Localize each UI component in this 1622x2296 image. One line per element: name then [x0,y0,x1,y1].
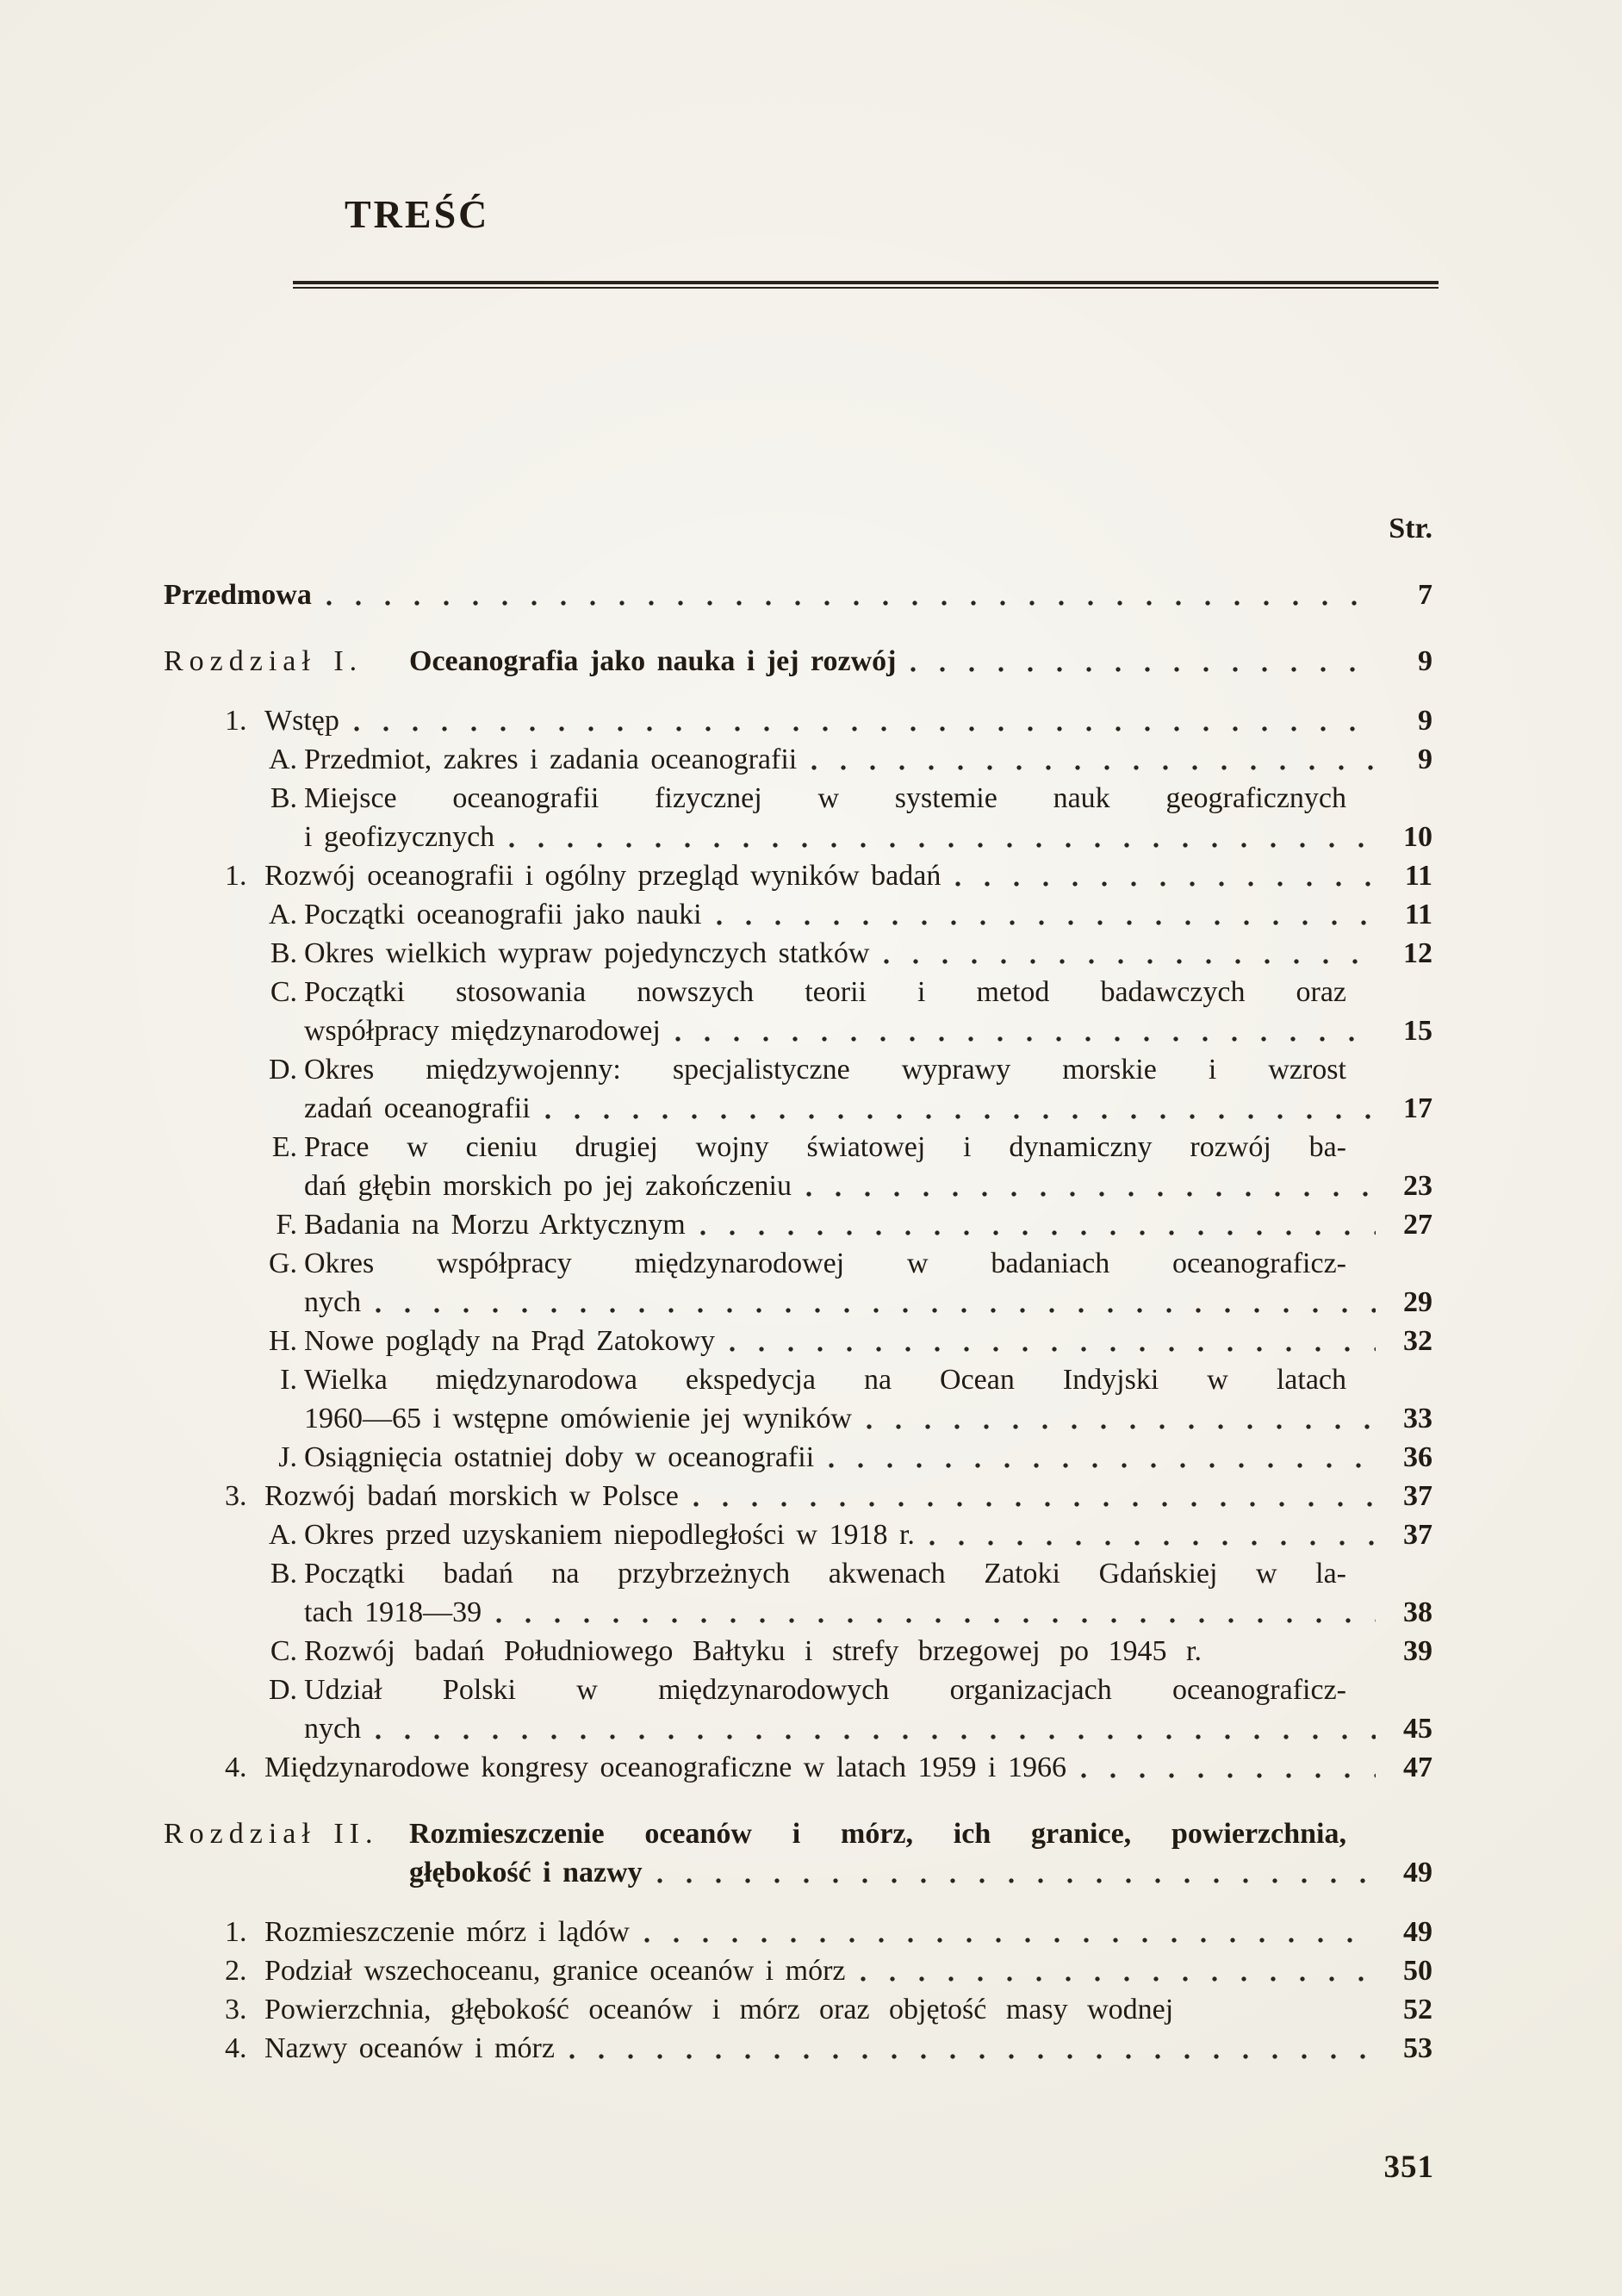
toc-entry [164,576,1432,614]
toc-entry-page: 49 [1403,1916,1432,1948]
dot-leader [506,818,1376,856]
toc-entry [264,1360,1432,1438]
toc-entry [225,1913,1432,1951]
toc-entry-prefix: B. [270,937,297,969]
toc-entry-text: nych [304,1286,362,1318]
toc-entry-page: 9 [1418,645,1432,677]
toc-entry-page: 39 [1403,1635,1432,1667]
toc-entry-line [304,1593,1432,1632]
toc-entry [164,642,1432,681]
toc-entry-page: 7 [1418,579,1432,611]
toc-entry-page: 37 [1403,1519,1432,1551]
toc-entry-page: 9 [1418,705,1432,737]
toc-entry-text: 1960—65 i wstępne omówienie jej wyników [304,1403,852,1434]
toc-entry-line [304,1632,1432,1671]
toc-entry-text: Okres współpracy międzynarodowej w badaniach oceanograficz- [304,1248,1346,1279]
toc-entry-page: 29 [1403,1286,1432,1318]
toc-entry-text: dań głębin morskich po jej zakończeniu [304,1170,792,1202]
dot-leader [714,895,1376,934]
toc-entry-page: 53 [1403,2032,1432,2064]
toc-entry [264,779,1432,856]
toc-entry-text: Rozwój badań Południowego Bałtyku i strefy brzegowej po 1945 r. [304,1635,1202,1667]
toc-entry-line [164,576,1432,614]
toc-entry [264,895,1432,934]
toc-entry-text: Powierzchnia, głębokość oceanów i mórz oraz objętość masy wodnej [264,1994,1174,2025]
dot-leader [809,740,1376,779]
toc-entry-prefix: A. [268,899,297,930]
toc-entry [264,1632,1432,1671]
toc-entry [264,934,1432,973]
dot-leader [1185,1990,1376,2029]
toc-entry-prefix: 1. [225,860,247,892]
toc-entry-page: 37 [1403,1480,1432,1512]
toc-entry-page: 47 [1403,1752,1432,1783]
toc-entry-text: Prace w cieniu drugiej wojny światowej i dynamiczny rozwój ba- [304,1131,1346,1163]
dot-leader [567,2029,1376,2068]
toc-entry-text: Oceanografia jako nauka i jej rozwój [409,645,897,677]
toc-entry-page: 11 [1404,860,1432,892]
toc-entry-prefix: E. [271,1131,297,1163]
toc-entry-line [304,1167,1432,1205]
toc-entry-text: Badania na Morzu Arktycznym [304,1209,686,1241]
toc-entry-prefix: H. [268,1325,297,1357]
toc-entry-prefix: Rozdział I. [164,645,364,677]
toc-entry [264,1515,1432,1554]
toc-entry-line [264,1913,1432,1951]
toc-entry-text: Miejsce oceanografii fizycznej w systemie nauk geograficznych [304,782,1346,814]
toc-entry [264,1671,1432,1748]
toc-entry-text: Początki oceanografii jako nauki [304,899,702,930]
toc-entry-page: 50 [1403,1955,1432,1987]
dot-leader [927,1515,1376,1554]
toc-entry-text: Rozwój oceanografii i ogólny przegląd wyników badań [264,860,942,892]
dot-leader [351,701,1376,740]
toc-entry-line [304,1283,1432,1322]
toc-entry-prefix: 3. [225,1994,247,2025]
toc-entry-line [304,1709,1432,1748]
toc-entry-prefix: 4. [225,1752,247,1783]
toc-entry-prefix: 2. [225,1955,247,1987]
toc-entry-page: 23 [1403,1170,1432,1202]
toc-entry-page: 17 [1403,1092,1432,1124]
toc-entry [264,1438,1432,1477]
toc-entry-prefix: B. [270,1558,297,1590]
dot-leader [655,1853,1376,1892]
toc-entry-text: Początki stosowania nowszych teorii i metod badawczych oraz [304,976,1346,1008]
toc-entry-prefix: 4. [225,2032,247,2064]
toc-entry-text: Rozwój badań morskich w Polsce [264,1480,679,1512]
toc-entry-line [304,1089,1432,1128]
toc-entry-page: 27 [1403,1209,1432,1241]
toc-entry-page: 36 [1403,1441,1432,1473]
dot-leader [953,856,1376,895]
toc-entry-line [264,1990,1432,2029]
toc-entry-text: Rozmieszczenie oceanów i mórz, ich granice, powierzchnia, [409,1818,1346,1850]
toc-entry-page: 33 [1403,1403,1432,1434]
page-number: 351 [1383,2150,1434,2185]
toc-entry-page: 38 [1403,1596,1432,1628]
toc-entry-prefix: D. [268,1674,297,1706]
toc-entry-text: Nazwy oceanów i mórz [264,2032,555,2064]
toc-entry-text: nych [304,1713,362,1745]
toc-entry [264,1244,1432,1322]
toc-entry-prefix: Rozdział II. [164,1818,379,1850]
toc-entry-text: Nowe poglądy na Prąd Zatokowy [304,1325,716,1357]
page-column-header: Str. [1389,513,1432,544]
toc-entry-line [264,856,1432,895]
toc-entry-text: Przedmiot, zakres i zadania oceanografii [304,744,798,775]
toc-entry-text: zadań oceanografii [304,1092,531,1124]
toc-entry-text: Okres międzywojenny: specjalistyczne wyprawy morskie i wzrost [304,1054,1346,1086]
toc-entry-text: Okres wielkich wypraw pojedynczych statków [304,937,870,969]
toc-entry-line [304,1438,1432,1477]
toc-entry [264,740,1432,779]
toc-entry-prefix: 3. [225,1480,247,1512]
toc-entry [264,1050,1432,1128]
toc-entry-prefix: D. [268,1054,297,1086]
toc-entry-line [304,1011,1432,1050]
toc-entry-line [304,1515,1432,1554]
dot-leader [673,1011,1376,1050]
dot-leader [494,1593,1376,1632]
dot-leader [858,1951,1377,1990]
toc-entry [264,1205,1432,1244]
toc-entry-page: 15 [1403,1015,1432,1047]
dot-leader [804,1167,1376,1205]
toc-entry-text: Wielka międzynarodowa ekspedycja na Ocean Indyjski w latach [304,1364,1346,1396]
dot-leader [1214,1632,1376,1671]
toc-entry [225,701,1432,740]
toc-entry [264,973,1432,1050]
toc-entry-text: głębokość i nazwy [409,1857,643,1888]
dot-leader [1078,1748,1376,1787]
toc-entry-prefix: 1. [225,705,247,737]
toc-entry-prefix: F. [276,1209,297,1241]
toc-entry-page: 9 [1418,744,1432,775]
dot-leader [373,1283,1376,1322]
toc-entry [225,1951,1432,1990]
toc-entry-line [304,818,1432,856]
dot-leader [727,1322,1376,1360]
toc-entry-line [409,642,1432,681]
title-rule [293,281,1439,289]
toc-entry-prefix: G. [268,1248,297,1279]
toc-entry-line [409,1853,1432,1892]
dot-leader [826,1438,1376,1477]
dot-leader [373,1709,1376,1748]
toc-entry-text: Okres przed uzyskaniem niepodległości w 1918 r. [304,1519,915,1551]
dot-leader [908,642,1376,681]
dot-leader [543,1089,1376,1128]
toc-entry-line [264,1951,1432,1990]
dot-leader [698,1205,1376,1244]
toc-entry-page: 52 [1403,1994,1432,2025]
toc-entry-text: Przedmowa [164,579,312,611]
toc-entry-line [304,740,1432,779]
toc-entry [264,1128,1432,1205]
toc-entry-text: i geofizycznych [304,821,495,853]
toc-entry [225,2029,1432,2068]
toc-entry-line [264,1477,1432,1515]
toc-entry-page: 12 [1403,937,1432,969]
toc-entry-text: Wstęp [264,705,339,737]
toc-entry-prefix: C. [270,976,297,1008]
dot-leader [691,1477,1376,1515]
toc-entry-page: 32 [1403,1325,1432,1357]
dot-leader [324,576,1376,614]
toc-entry [164,1814,1432,1892]
toc-entry [225,1477,1432,1515]
toc-entry-page: 10 [1403,821,1432,853]
toc-entry [225,1748,1432,1787]
toc-entry-line [264,2029,1432,2068]
toc-entry-text: współpracy międzynarodowej [304,1015,661,1047]
toc-entry-line [304,934,1432,973]
page-title: TREŚĆ [345,192,490,236]
toc-entry-prefix: C. [270,1635,297,1667]
toc-entry-text: Udział Polski w międzynarodowych organizacjach oceanograficz- [304,1674,1346,1706]
toc-entry-prefix: B. [270,782,297,814]
toc-entry [264,1322,1432,1360]
toc-list [164,576,1432,2068]
toc-entry-prefix: A. [268,1519,297,1551]
toc-entry-prefix: A. [268,744,297,775]
toc-entry-text: Osiągnięcia ostatniej doby w oceanografii [304,1441,815,1473]
toc-entry-line [304,1205,1432,1244]
dot-leader [881,934,1376,973]
toc-entry-page: 49 [1403,1857,1432,1888]
toc-entry-line [264,1748,1432,1787]
toc-entry [264,1554,1432,1632]
toc-entry [225,1990,1432,2029]
toc-entry-line [304,1322,1432,1360]
dot-leader [864,1399,1376,1438]
toc-entry [225,856,1432,895]
toc-entry-prefix: 1. [225,1916,247,1948]
toc-entry-prefix: J. [278,1441,297,1473]
toc-entry-line [304,1399,1432,1438]
toc-entry-text: Rozmieszczenie mórz i lądów [264,1916,630,1948]
toc-entry-line [264,701,1432,740]
toc-entry-page: 11 [1404,899,1432,930]
toc-entry-line [304,895,1432,934]
toc-entry-text: Podział wszechoceanu, granice oceanów i mórz [264,1955,846,1987]
dot-leader [642,1913,1376,1951]
toc-entry-text: Początki badań na przybrzeżnych akwenach Zatoki Gdańskiej w la- [304,1558,1346,1590]
toc-entry-text: Międzynarodowe kongresy oceanograficzne w latach 1959 i 1966 [264,1752,1066,1783]
toc-entry-page: 45 [1403,1713,1432,1745]
toc-entry-text: tach 1918—39 [304,1596,482,1628]
toc-entry-prefix: I. [280,1364,297,1396]
